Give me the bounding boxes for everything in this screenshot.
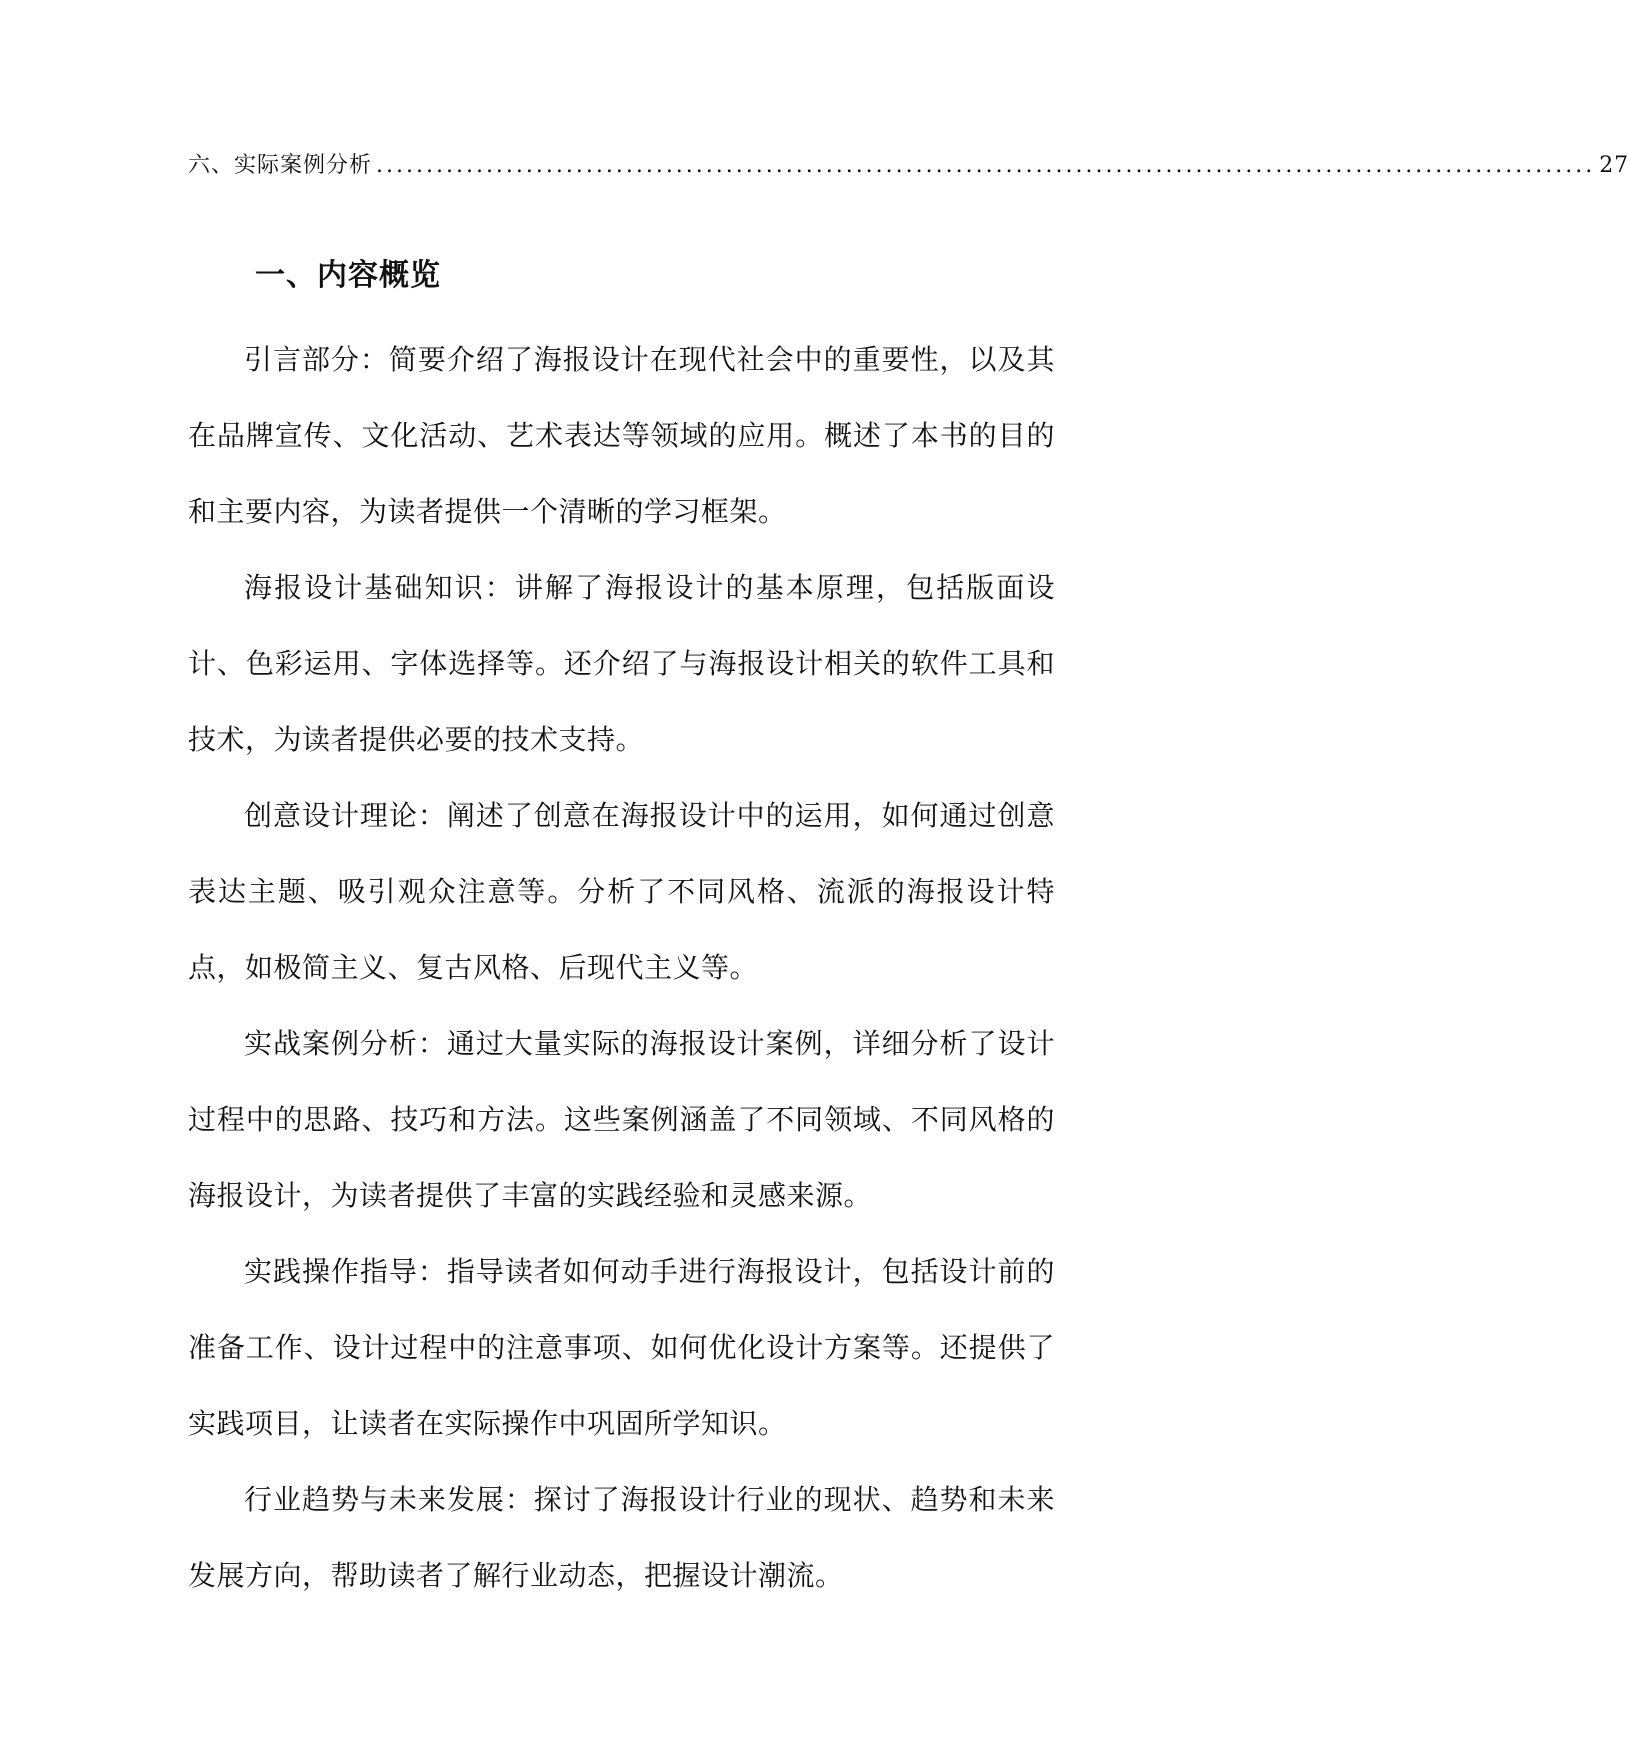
section-body [188, 322, 1055, 1614]
toc-entry-title: 六、实际案例分析 [188, 153, 373, 178]
paragraph-basics: 海报设计基础知识：讲解了海报设计的基本原理，包括版面设计、色彩运用、字体选择等。还介绍了与海报设计相关的软件工具和技术，为读者提供必要的技术支持。 [188, 571, 1055, 756]
paragraph-practice-guide: 实践操作指导：指导读者如何动手进行海报设计，包括设计前的准备工作、设计过程中的注意事项、如何优化设计方案等。还提供了实践项目，让读者在实际操作中巩固所学知识。 [188, 1255, 1055, 1440]
paragraph-creative-theory: 创意设计理论：阐述了创意在海报设计中的运用，如何通过创意表达主题、吸引观众注意等。分析了不同风格、流派的海报设计特点，如极简主义、复古风格、后现代主义等。 [188, 799, 1055, 984]
toc-entry[interactable] [188, 148, 1629, 184]
toc-page-number: 27 [1599, 153, 1629, 178]
paragraph-case-analysis: 实战案例分析：通过大量实际的海报设计案例，详细分析了设计过程中的思路、技巧和方法。这些案例涵盖了不同领域、不同风格的海报设计，为读者提供了丰富的实践经验和灵感来源。 [188, 1027, 1055, 1212]
paragraph-industry-trends: 行业趋势与未来发展：探讨了海报设计行业的现状、趋势和未来发展方向，帮助读者了解行业动态，把握设计潮流。 [188, 1483, 1055, 1592]
paragraph-introduction: 引言部分：简要介绍了海报设计在现代社会中的重要性，以及其在品牌宣传、文化活动、艺术表达等领域的应用。概述了本书的目的和主要内容，为读者提供一个清晰的学习框架。 [188, 343, 1055, 528]
toc-dot-leader: .......................................................................................................................... [376, 153, 1596, 178]
section-heading: 一、内容概览 [255, 258, 441, 293]
